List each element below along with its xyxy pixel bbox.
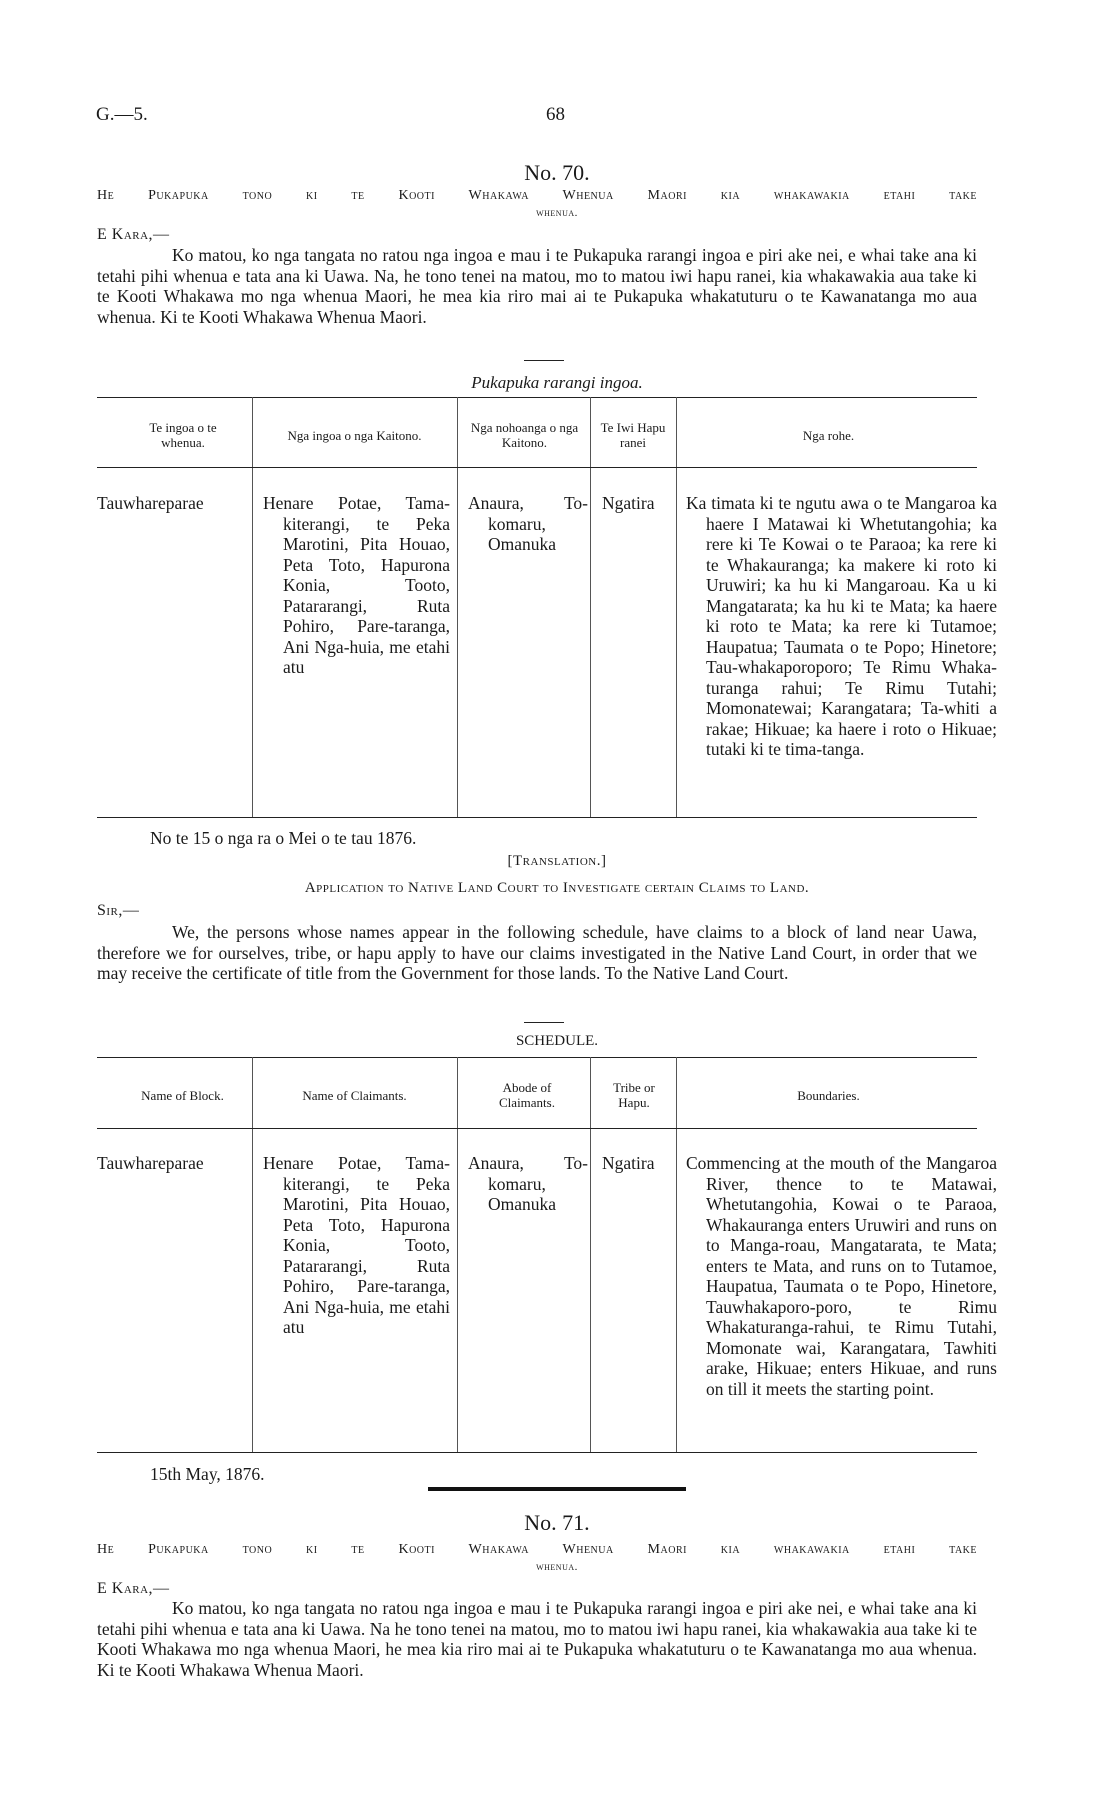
doc70-divider xyxy=(524,360,564,361)
table-header-cell: Nga nohoanga o nga Kaitono. xyxy=(470,420,579,450)
table-cell-block: Tauwhareparae xyxy=(97,493,204,513)
column-divider xyxy=(252,1057,253,1452)
doc70-body: Ko matou, ko nga tangata no ratou nga ingoa e mau i te Pukapuka rarangi ingoa e piri ake nei, e whai take ana ki tetahi pihi whenua e tata ana ki Uawa. Na, he tono tenei na matou, mo to matou iwi hapu ranei, kia whakawakia aua take ki te Kooti Whakawa mo nga whenua Maori, he mea kia riro mai ai te Pukapuka whakatuturu o te Kawanatanga mo aua whenua. Ki te Kooti Whakawa Whenua Maori. xyxy=(97,245,977,327)
translation-title: Application to Native Land Court to Investigate certain Claims to Land. xyxy=(304,880,810,896)
table-cell-block: Tauwhareparae xyxy=(97,1153,204,1173)
doc71-title-line2: whenua. xyxy=(536,1561,578,1573)
doc70-schedule-title: Pukapuka rarangi ingoa. xyxy=(471,373,643,392)
table-bottom-rule xyxy=(97,817,977,818)
translation-divider xyxy=(524,1022,564,1023)
column-divider xyxy=(457,1057,458,1452)
doc70-title: He Pukapuka tono ki te Kooti Whakawa Whenua Maori kia whakawakia etahi take xyxy=(97,188,977,203)
table-header-cell: Te Iwi Hapu ranei xyxy=(600,420,666,450)
doc70-title-line2: whenua. xyxy=(536,207,578,219)
column-divider xyxy=(590,397,591,817)
column-divider xyxy=(676,1057,677,1452)
table-top-rule xyxy=(97,1057,977,1058)
table-cell-tribe: Ngatira xyxy=(602,493,655,513)
doc71-number: No. 71. xyxy=(524,1510,590,1535)
column-divider xyxy=(590,1057,591,1452)
table-header-cell: Abode of Claimants. xyxy=(499,1080,555,1110)
table-cell-claimants: Henare Potae, Tama-kiterangi, te Peka Marotini, Pita Houao, Peta Toto, Hapurona Konia, Tooto, Patararangi, Ruta Pohiro, Pare-taranga, Ani Nga-huia, me etahi atu xyxy=(263,493,450,677)
table-cell-claimants: Henare Potae, Tama-kiterangi, te Peka Marotini, Pita Houao, Peta Toto, Hapurona Konia, Tooto, Patararangi, Ruta Pohiro, Pare-taranga, Ani Nga-huia, me etahi atu xyxy=(263,1153,450,1337)
table-bottom-rule xyxy=(97,1452,977,1453)
page-number: 68 xyxy=(546,104,565,125)
table-cell-boundaries: Commencing at the mouth of the Mangaroa River, thence to te Matawai, Whetutangohia, Kowai o te Paraoa, Whakauranga enters Uruwiri and runs on to Manga-roau, Mangatarata, te Mata; enters te Mata, and runs on to Tutamoe, Haupatua, Taumata o te Popo, Hinetore, Tauwhakaporo-poro, te Rimu Whakaturanga-rahui, te Rimu Tutahi, Momonate wai, Karangatara, Tawhiti arake, Hikuae; enters Hikuae, and runs on till it meets the starting point. xyxy=(686,1153,997,1399)
doc71-body: Ko matou, ko nga tangata no ratou nga ingoa e mau i te Pukapuka rarangi ingoa e piri ake nei, e whai take ana ki tetahi pihi whenua e tata ana ki Uawa. Na he tono tenei na matou, mo to matou iwi hapu ranei, kia whakawakia aua take ki te Kooti Whakawa mo nga whenua Maori, he mea kia riro mai ai te Pukapuka whakatuturu o te Kawanatanga mo aua whenua. Ki te Kooti Whakawa Whenua Maori. xyxy=(97,1598,977,1680)
section-separator xyxy=(428,1487,686,1491)
translation-label: [Translation.] xyxy=(507,853,607,869)
column-divider xyxy=(457,397,458,817)
table-header-cell: Te ingoa o te whenua. xyxy=(149,420,217,450)
doc71-title: He Pukapuka tono ki te Kooti Whakawa Whenua Maori kia whakawakia etahi take xyxy=(97,1542,977,1557)
table-header-cell: Name of Claimants. xyxy=(302,1088,407,1103)
translation-salutation: Sir,— xyxy=(97,902,140,919)
table-cell-abode: Anaura, To-komaru, Omanuka xyxy=(468,1153,588,1214)
column-divider xyxy=(676,397,677,817)
table-header-cell: Nga rohe. xyxy=(802,428,855,443)
translation-date: 15th May, 1876. xyxy=(150,1464,265,1484)
table-header-rule xyxy=(97,1128,977,1129)
page-ref: G.—5. xyxy=(96,104,148,125)
table-header-cell: Name of Block. xyxy=(141,1088,224,1103)
doc70-salutation: E Kara,— xyxy=(97,226,170,243)
table-header-cell: Nga ingoa o nga Kaitono. xyxy=(287,428,422,443)
table-header-cell: Boundaries. xyxy=(797,1088,860,1103)
translation-schedule-title: SCHEDULE. xyxy=(515,1033,599,1049)
table-cell-tribe: Ngatira xyxy=(602,1153,655,1173)
table-cell-abode: Anaura, To-komaru, Omanuka xyxy=(468,493,588,554)
table-header-cell: Tribe or Hapu. xyxy=(613,1080,655,1110)
table-header-rule xyxy=(97,467,977,468)
translation-body: We, the persons whose names appear in the following schedule, have claims to a block of land near Uawa, therefore we for ourselves, tribe, or hapu apply to have our claims investigated in the Native Land Court, in order that we may receive the certificate of title from the Government for those lands. To the Native Land Court. xyxy=(97,922,977,983)
table-cell-boundaries: Ka timata ki te ngutu awa o te Mangaroa ka haere I Matawai ki Whetutangohia; ka rere ki Te Kowai o te Paraoa; ka rere ki te Whakauranga; ka makere ki roto ki Uruwiri; ka hu ki Mangaroau. Ka u ki Mangatarata; ka hu ki te Mata; ka haere ki roto te Mata; ka rere ki Tutamoe; Haupatua; Taumata o te Popo; Hinetore; Tau-whakaporoporo; Te Rimu Whaka-turanga rahui; Te Rimu Tutahi; Momonatewai; Karangatara; Ta-whiti a rakae; Hikuae; ka haere i roto o Hikuae; tutaki ki te tima-tanga. xyxy=(686,493,997,759)
doc71-salutation: E Kara,— xyxy=(97,1580,170,1597)
table-top-rule xyxy=(97,397,977,398)
column-divider xyxy=(252,397,253,817)
doc70-date: No te 15 o nga ra o Mei o te tau 1876. xyxy=(150,828,417,848)
doc70-number: No. 70. xyxy=(524,160,590,185)
